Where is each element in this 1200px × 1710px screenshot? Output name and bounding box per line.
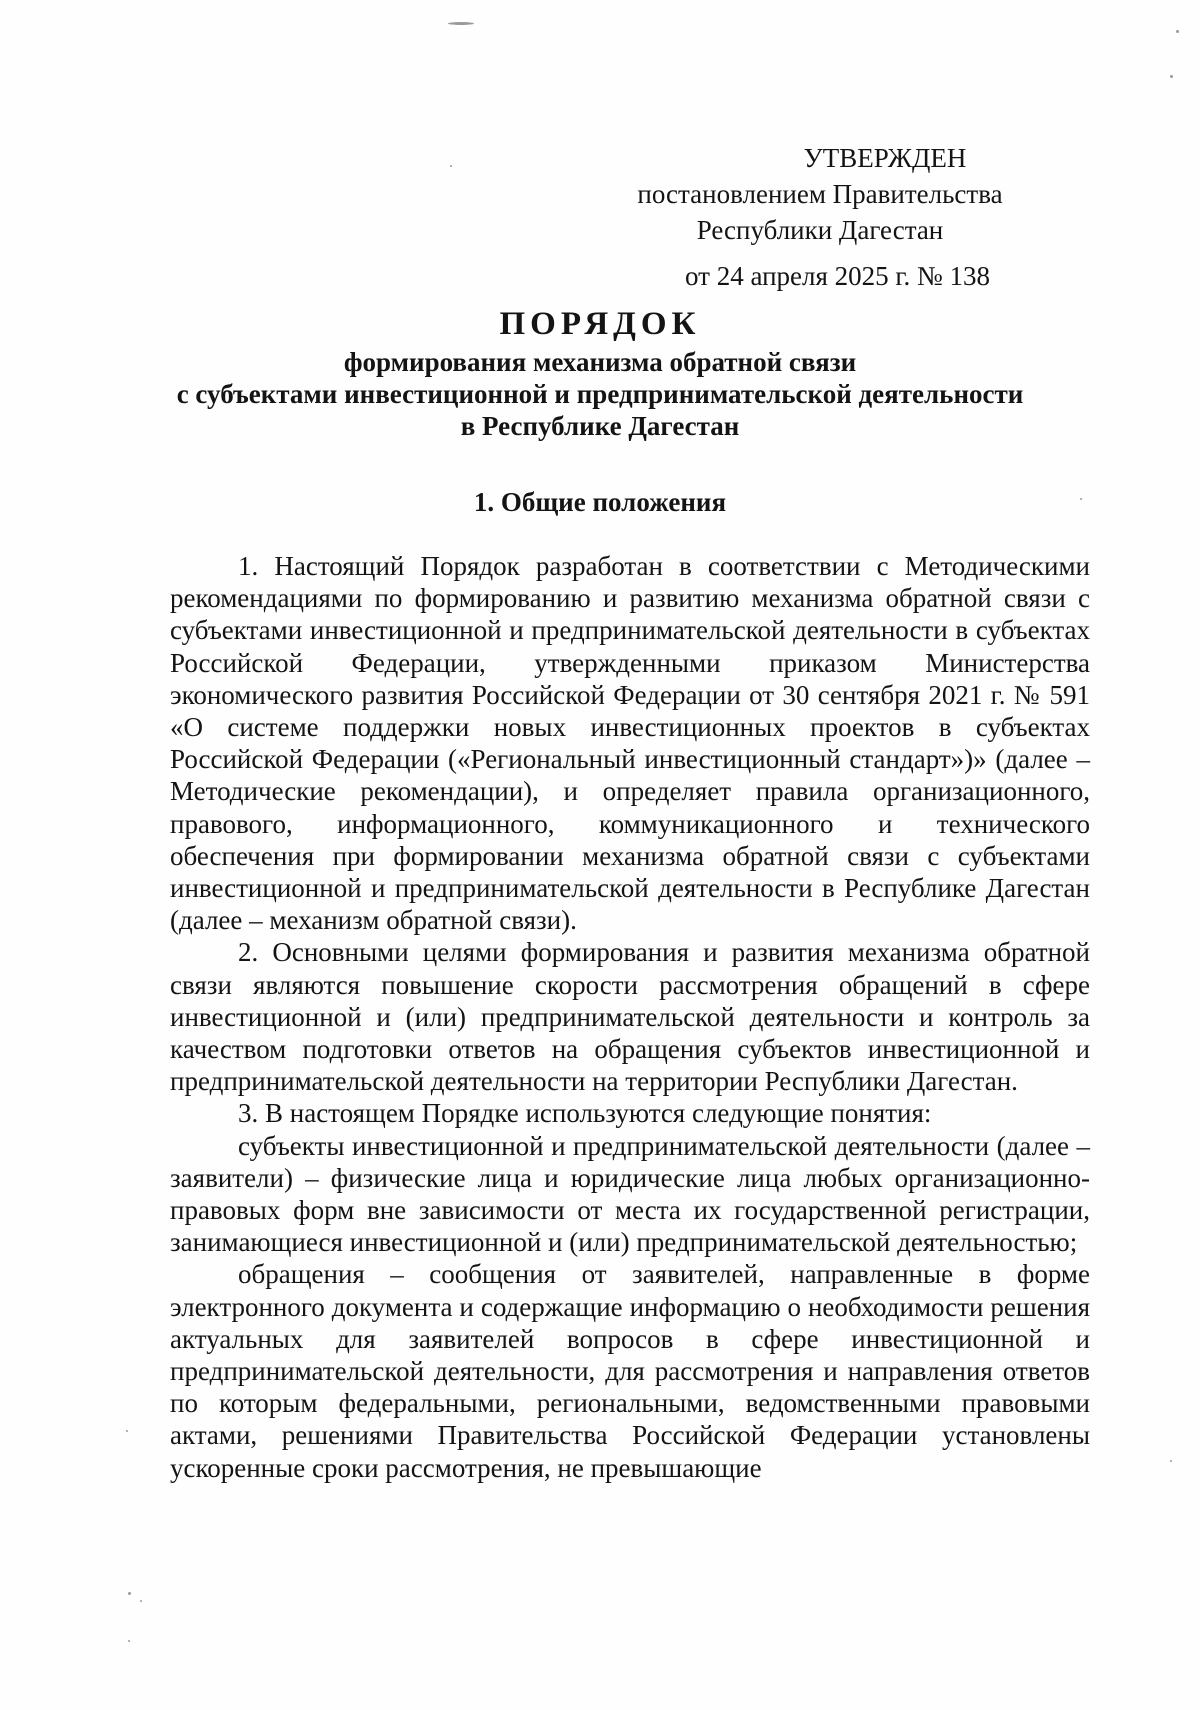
approval-stamp (560, 140, 1080, 294)
document-subtitle-line-2: с субъектами инвестиционной и предпринимательской деятельности (176, 379, 1024, 409)
approval-date: от 24 апреля 2025 г. № 138 (685, 261, 990, 291)
approval-line-1: постановлением Правительства (637, 179, 1003, 209)
document-body (170, 550, 1090, 1484)
paragraph-2: 2. Основными целями формирования и развития механизма обратной связи являются повышение скорости рассмотрения обращений в сфере инвестиционной и (или) предпринимательской деятельности и контроль за качеством подготовки ответов на обращения субъектов инвестиционной и предпринимательской деятельности на территории Республики Дагестан. (170, 937, 1090, 1097)
paragraph-1: 1. Настоящий Порядок разработан в соответствии с Методическими рекомендациями по формированию и развитию механизма обратной связи с субъектами инвестиционной и предпринимательской деятельности в субъектах Российской Федерации, утвержденными приказом Министерства экономического развития Российской Федерации от 30 сентября 2021 г. № 591 «О системе поддержки новых инвестиционных проектов в субъектах Российской Федерации («Региональный инвестиционный стандарт»)» (далее – Методические рекомендации), и определяет правила организационного, правового, информационного, коммуникационного и технического обеспечения при формировании механизма обратной связи с субъектами инвестиционной и предпринимательской деятельности в Республике Дагестан (далее – механизм обратной связи). (170, 551, 1090, 936)
paragraph-5: обращения – сообщения от заявителей, направленные в форме электронного документа и содержащие информацию о необходимости решения актуальных для заявителей вопросов в сфере инвестиционной и предпринимательской деятельности, для рассмотрения и направления ответов по которым федеральными, региональными, ведомственными правовыми актами, решениями Правительства Российской Федерации установлены ускоренные сроки рассмотрения, не превышающие (170, 1259, 1090, 1483)
paragraph-3: 3. В настоящем Порядке используются следующие понятия: (238, 1098, 932, 1129)
approved-label: УТВЕРЖДЕН (803, 143, 967, 173)
document-subtitle-line-3: в Республике Дагестан (460, 411, 740, 441)
document-heading (120, 302, 1080, 442)
document-subtitle-line-1: формирования механизма обратной связи (343, 347, 857, 377)
document-title: ПОРЯДОК (499, 306, 701, 342)
paragraph-4: субъекты инвестиционной и предпринимательской деятельности (далее – заявители) – физические лица и юридические лица любых организационно-правовых форм вне зависимости от места их государственной регистрации, занимающиеся инвестиционной и (или) предпринимательской деятельностью; (170, 1130, 1090, 1258)
section-title: 1. Общие положения (473, 487, 727, 517)
approval-line-2: Республики Дагестан (696, 215, 944, 245)
